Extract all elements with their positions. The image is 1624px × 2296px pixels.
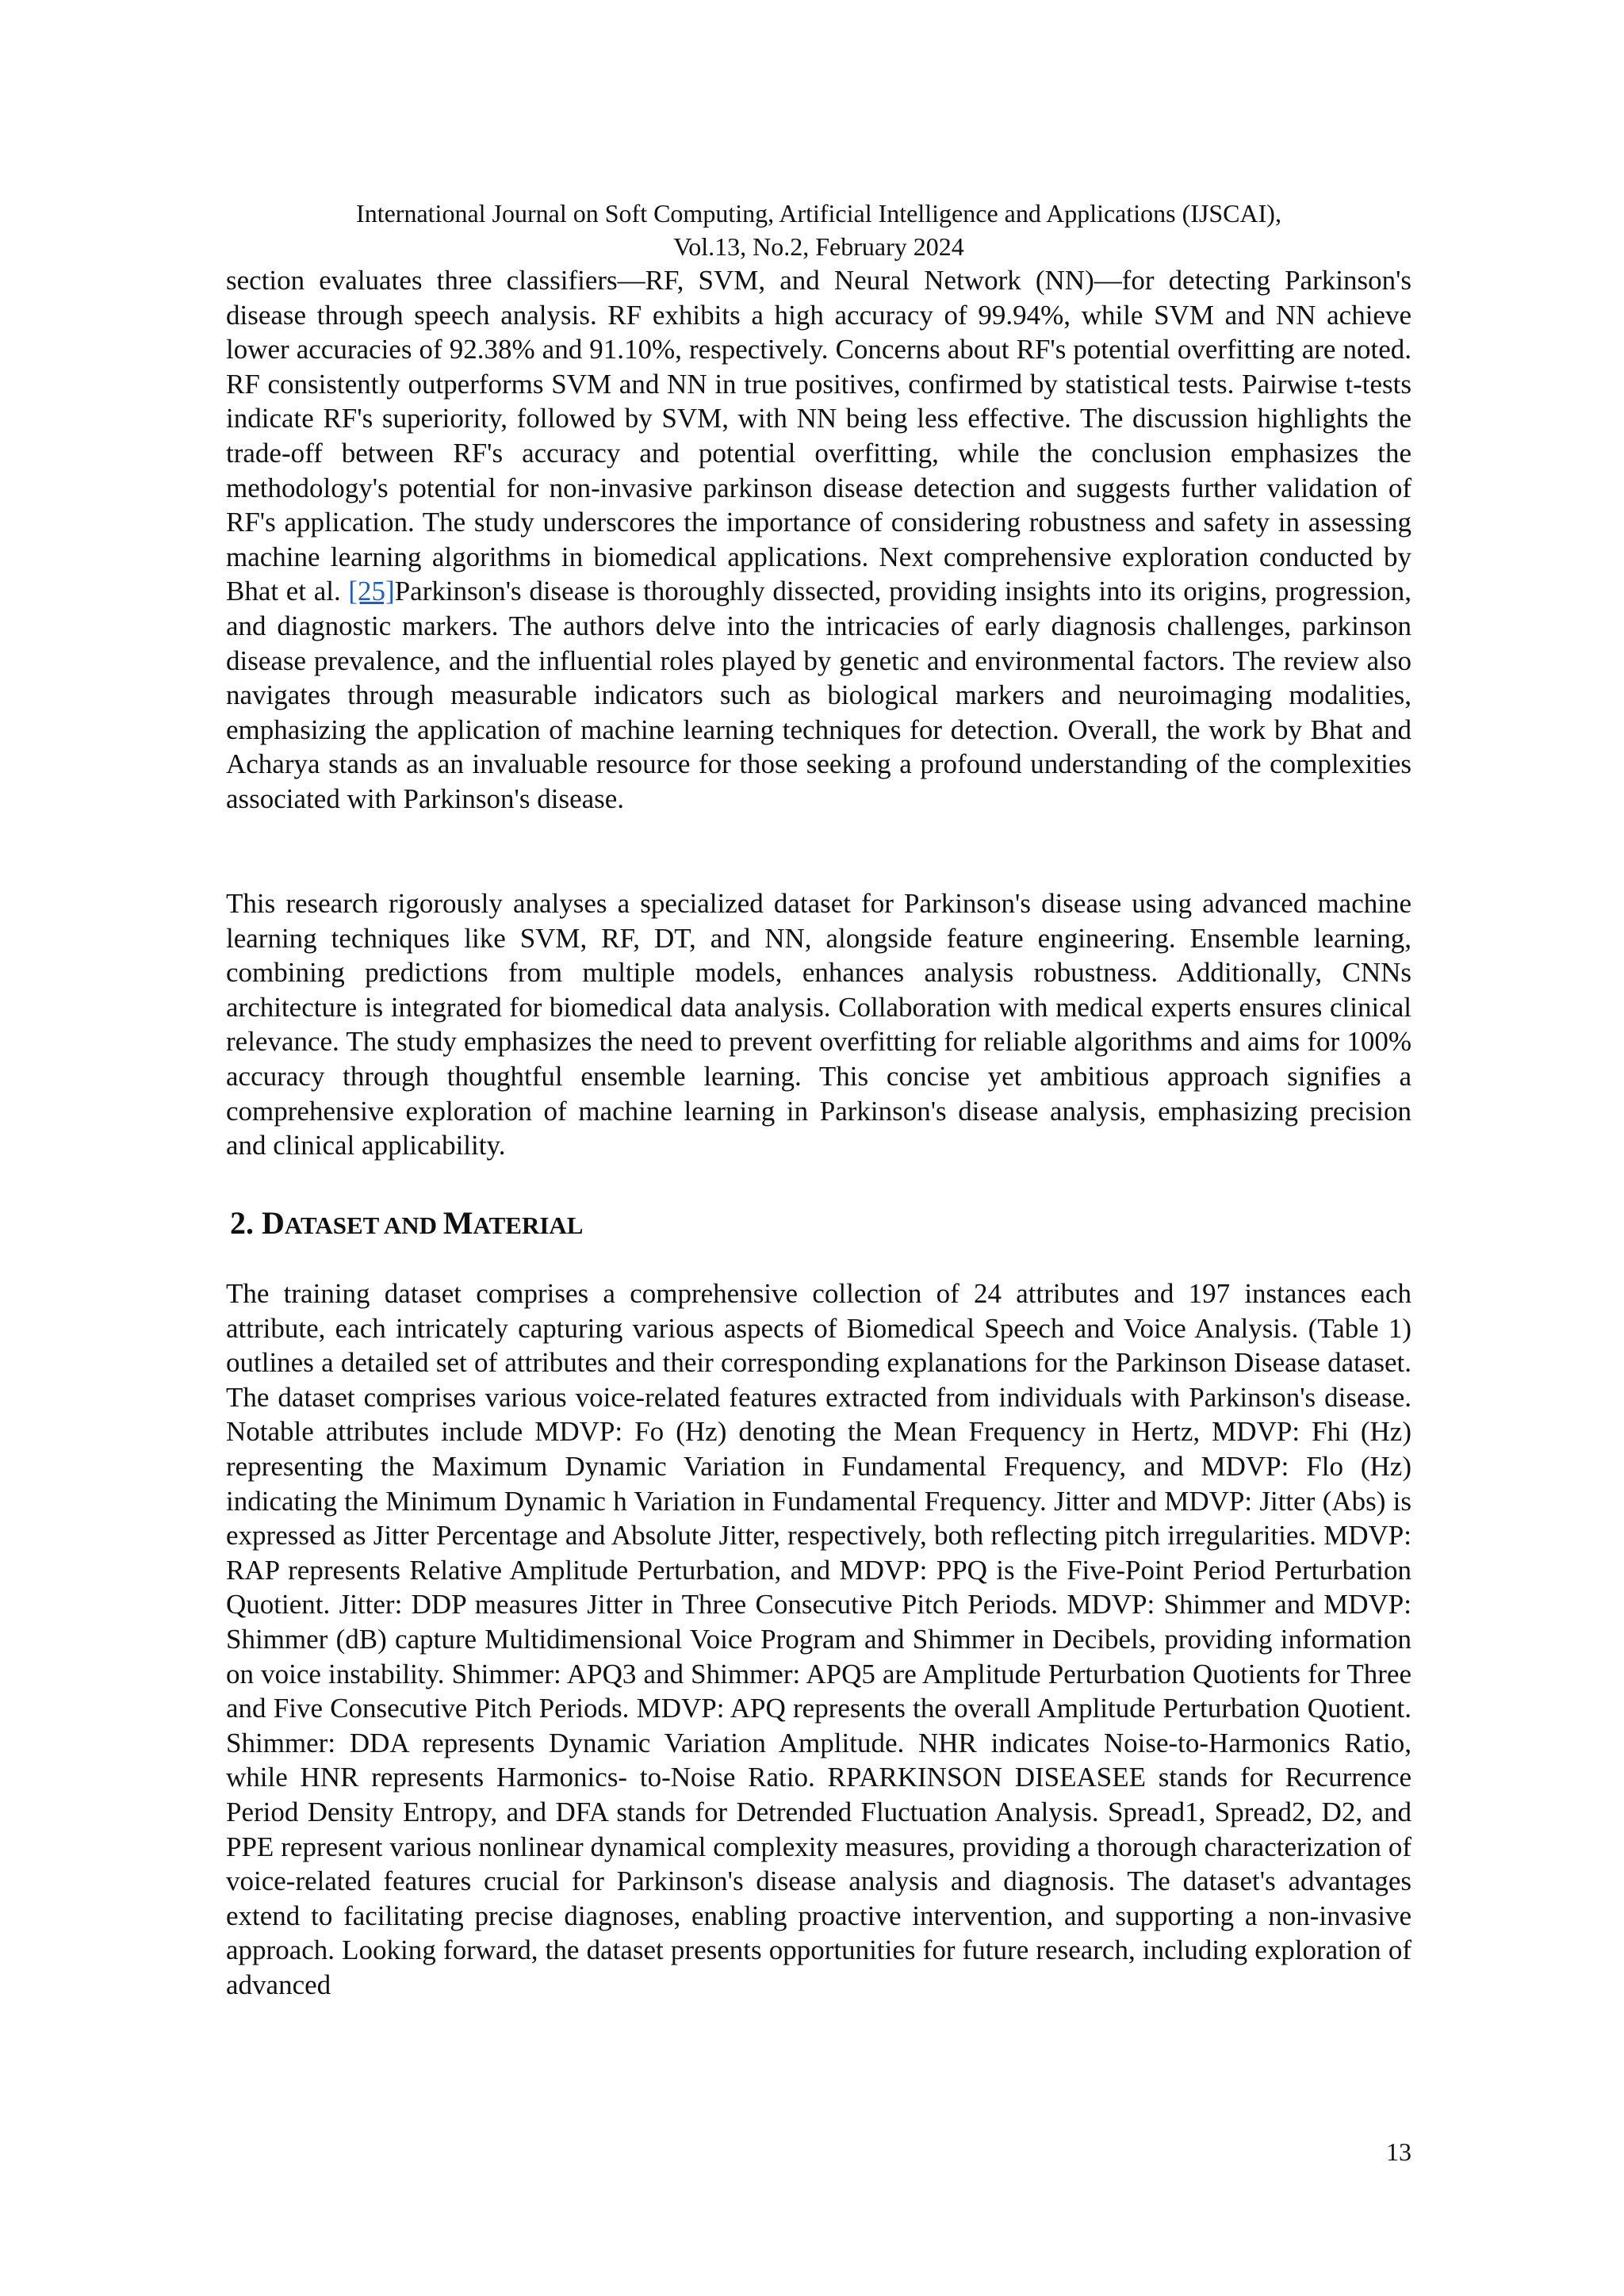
- journal-header-title: International Journal on Soft Computing, Artificial Intelligence and Applications (IJSCAI),: [356, 199, 1281, 228]
- paragraph-text: section evaluates three classifiers—RF, SVM, and Neural Network (NN)—for detecting Parkinson's disease through speech analysis. RF exhibits a high accuracy of 99.94%, while SVM and NN achieve lower accuracies of 92.38% and 91.10%, respectively. Concerns about RF's potential overfitting are noted. RF consistently outperforms SVM and NN in true positives, confirmed by statistical tests. Pairwise t-tests indicate RF's superiority, followed by SVM, with NN being less effective. The discussion highlights the trade-off between RF's accuracy and potential overfitting, while the conclusion emphasizes the methodology's potential for non-invasive parkinson disease detection and suggests further validation of RF's application. The study underscores the importance of considering robustness and safety in assessing machine learning algorithms in biomedical applications. Next comprehensive exploration conducted by Bhat et al.: [226, 265, 1411, 607]
- citation-link[interactable]: [25]: [348, 576, 395, 607]
- section-title-part-2: ATERIAL: [473, 1211, 584, 1239]
- section-number: 2.: [230, 1205, 254, 1241]
- paragraph-dataset-description: [226, 1276, 1411, 2002]
- section-title-initial-1: D: [262, 1205, 285, 1241]
- paragraph-research-summary: [226, 886, 1411, 1163]
- section-heading: [230, 1203, 583, 1246]
- journal-header: [226, 197, 1411, 263]
- section-title-part-1: ATASET AND: [284, 1211, 443, 1239]
- section-title-initial-2: M: [442, 1205, 473, 1241]
- page-number: 13: [1386, 2137, 1411, 2166]
- paragraph-text: This research rigorously analyses a specialized dataset for Parkinson's disease using advanced machine learning techniques like SVM, RF, DT, and NN, alongside feature engineering. Ensemble learning, combining predictions from multiple models, enhances analysis robustness. Additionally, CNNs architecture is integrated for biomedical data analysis. Collaboration with medical experts ensures clinical relevance. The study emphasizes the need to prevent overfitting for reliable algorithms and aims for 100% accuracy through thoughtful ensemble learning. This concise yet ambitious approach signifies a comprehensive exploration of machine learning in Parkinson's disease analysis, emphasizing precision and clinical applicability.: [226, 888, 1411, 1161]
- journal-header-volume: Vol.13, No.2, February 2024: [673, 232, 964, 261]
- paragraph-text: The training dataset comprises a comprehensive collection of 24 attributes and 197 instances each attribute, each intricately capturing various aspects of Biomedical Speech and Voice Analysis. (Table 1) outlines a detailed set of attributes and their corresponding explanations for the Parkinson Disease dataset. The dataset comprises various voice-related features extracted from individuals with Parkinson's disease. Notable attributes include MDVP: Fo (Hz) denoting the Mean Frequency in Hertz, MDVP: Fhi (Hz) representing the Maximum Dynamic Variation in Fundamental Frequency, and MDVP: Flo (Hz) indicating the Minimum Dynamic h Variation in Fundamental Frequency. Jitter and MDVP: Jitter (Abs) is expressed as Jitter Percentage and Absolute Jitter, respectively, both reflecting pitch irregularities. MDVP: RAP represents Relative Amplitude Perturbation, and MDVP: PPQ is the Five-Point Period Perturbation Quotient. Jitter: DDP measures Jitter in Three Consecutive Pitch Periods. MDVP: Shimmer and MDVP: Shimmer (dB) capture Multidimensional Voice Program and Shimmer in Decibels, providing information on voice instability. Shimmer: APQ3 and Shimmer: APQ5 are Amplitude Perturbation Quotients for Three and Five Consecutive Pitch Periods. MDVP: APQ represents the overall Amplitude Perturbation Quotient. Shimmer: DDA represents Dynamic Variation Amplitude. NHR indicates Noise-to-Harmonics Ratio, while HNR represents Harmonics- to-Noise Ratio. RPARKINSON DISEASEE stands for Recurrence Period Density Entropy, and DFA stands for Detrended Fluctuation Analysis. Spread1, Spread2, D2, and PPE represent various nonlinear dynamical complexity measures, providing a thorough characterization of voice-related features crucial for Parkinson's disease analysis and diagnosis. The dataset's advantages extend to facilitating precise diagnoses, enabling proactive intervention, and supporting a non-invasive approach. Looking forward, the dataset presents opportunities for future research, including exploration of advanced: [226, 1278, 1411, 2000]
- paragraph-related-work: [226, 263, 1411, 817]
- paragraph-text: Parkinson's disease is thoroughly dissected, providing insights into its origins, progression, and diagnostic markers. The authors delve into the intricacies of early diagnosis challenges, parkinson disease prevalence, and the influential roles played by genetic and environmental factors. The review also navigates through measurable indicators such as biological markers and neuroimaging modalities, emphasizing the application of machine learning techniques for detection. Overall, the work by Bhat and Acharya stands as an invaluable resource for those seeking a profound understanding of the complexities associated with Parkinson's disease.: [226, 576, 1412, 814]
